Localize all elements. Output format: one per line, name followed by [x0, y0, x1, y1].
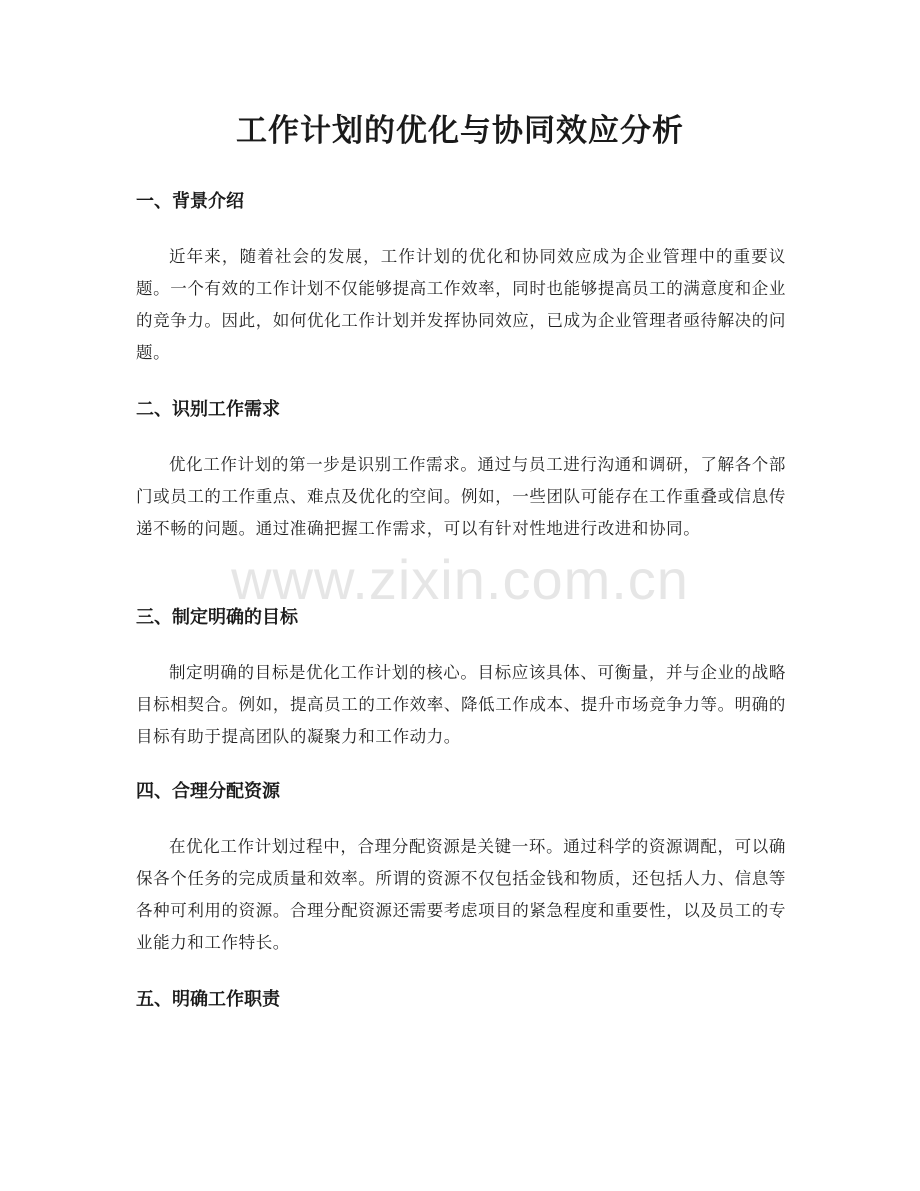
- section-heading: 二、识别工作需求: [136, 399, 280, 420]
- page-title: 工作计划的优化与协同效应分析: [236, 113, 684, 149]
- section-paragraph: 在优化工作计划过程中，合理分配资源是关键一环。通过科学的资源调配，可以确保各个任务的完成质量和效率。所谓的资源不仅包括金钱和物质，还包括人力、信息等各种可利用的资源。合理分配资源还需要考虑项目的紧急程度和重要性，以及员工的专业能力和工作特长。: [136, 837, 786, 952]
- section-set-goals: [136, 605, 786, 753]
- watermark: www.zixin.com.cn: [231, 548, 689, 611]
- section-identify-needs: [136, 397, 786, 545]
- section-background: [136, 189, 786, 369]
- section-heading: 五、明确工作职责: [136, 989, 280, 1010]
- section-responsibilities: [136, 987, 786, 1013]
- section-paragraph: 近年来，随着社会的发展，工作计划的优化和协同效应成为企业管理中的重要议题。一个有效的工作计划不仅能够提高工作效率，同时也能够提高员工的满意度和企业的竞争力。因此，如何优化工作计划并发挥协同效应，已成为企业管理者亟待解决的问题。: [136, 247, 786, 362]
- section-heading: 一、背景介绍: [136, 191, 244, 212]
- section-heading: 三、制定明确的目标: [136, 607, 298, 628]
- section-allocate-resources: [136, 779, 786, 959]
- section-paragraph: 优化工作计划的第一步是识别工作需求。通过与员工进行沟通和调研，了解各个部门或员工的工作重点、难点及优化的空间。例如，一些团队可能存在工作重叠或信息传递不畅的问题。通过准确把握工作需求，可以有针对性地进行改进和协同。: [136, 455, 786, 538]
- section-paragraph: 制定明确的目标是优化工作计划的核心。目标应该具体、可衡量，并与企业的战略目标相契合。例如，提高员工的工作效率、降低工作成本、提升市场竞争力等。明确的目标有助于提高团队的凝聚力和工作动力。: [136, 663, 786, 746]
- section-heading: 四、合理分配资源: [136, 781, 280, 802]
